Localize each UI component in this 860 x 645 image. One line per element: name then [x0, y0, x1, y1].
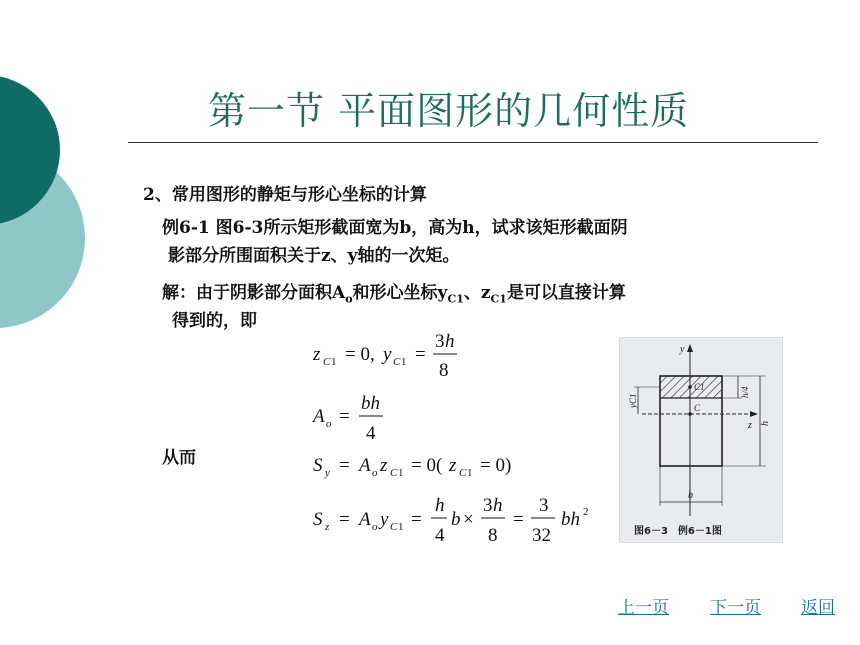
svg-text:y: y: [325, 467, 330, 479]
page-title: 第一节 平面图形的几何性质: [208, 89, 690, 133]
svg-text:z: z: [313, 344, 321, 365]
solution-text-a: 解：由于阴影部分面积A: [162, 283, 346, 303]
example-line-2: 影部分所围面积关于z、y轴的一次矩。: [168, 246, 460, 266]
example-line-1: 例6-1 图6-3所示矩形截面宽为b，高为h，试求该矩形截面阴: [162, 218, 628, 238]
svg-text:y: y: [380, 509, 389, 530]
label-y: y: [680, 344, 685, 355]
svg-text:o: o: [372, 467, 378, 479]
solution-sub-o: o: [345, 292, 353, 306]
svg-text:C: C: [393, 356, 401, 368]
label-h: h: [760, 421, 771, 426]
svg-text:h: h: [493, 495, 503, 516]
svg-text:C: C: [390, 467, 398, 479]
next-page-link[interactable]: 下一页: [710, 598, 761, 618]
solution-line-1: [162, 278, 626, 305]
svg-text:o: o: [372, 521, 378, 533]
solution-text-d: 是可以直接计算: [506, 283, 626, 303]
back-link[interactable]: 返回: [801, 598, 835, 618]
prev-page-link[interactable]: 上一页: [618, 598, 669, 618]
svg-text:h: h: [435, 495, 445, 516]
formula-sy: [313, 455, 511, 479]
svg-text:A: A: [313, 406, 325, 427]
svg-text:8: 8: [488, 525, 498, 546]
svg-text:bh: bh: [561, 509, 580, 530]
section-heading: 2、常用图形的静矩与形心坐标的计算: [143, 185, 427, 205]
svg-text:32: 32: [532, 525, 551, 546]
centroid-c: [688, 412, 692, 416]
label-yc1: yC1: [628, 393, 638, 408]
svg-text:= 0,: = 0,: [345, 344, 375, 365]
svg-text:1: 1: [467, 467, 473, 479]
svg-text:1: 1: [401, 356, 407, 368]
decorative-circles: [0, 0, 140, 360]
svg-text:8: 8: [439, 360, 449, 381]
svg-text:z: z: [325, 521, 330, 533]
solution-text-b: 和形心坐标y: [352, 283, 448, 303]
figure-caption: 图6－3 例6－1图: [634, 526, 722, 537]
formula-sz: [313, 495, 589, 546]
formula-zc1-yc1: [312, 331, 457, 381]
label-h4: h/4: [740, 386, 750, 398]
conclusion-label: 从而: [162, 448, 196, 468]
figure-6-3: [619, 337, 783, 543]
title-divider: [128, 142, 818, 143]
svg-text:1: 1: [398, 467, 404, 479]
svg-text:A: A: [359, 509, 371, 530]
label-c1: C1: [694, 382, 705, 392]
svg-text:b: b: [451, 509, 461, 530]
svg-text:C: C: [459, 467, 467, 479]
svg-text:×: ×: [463, 509, 474, 530]
svg-text:1: 1: [398, 521, 404, 533]
svg-text:C: C: [390, 521, 398, 533]
svg-text:y: y: [383, 344, 392, 365]
solution-sub-c1a: C1: [447, 292, 464, 306]
label-c: C: [694, 403, 701, 413]
svg-text:=: =: [411, 509, 422, 530]
svg-text:= 0): = 0): [480, 455, 512, 476]
solution-line-2: 得到的，即: [172, 311, 257, 331]
svg-text:=: =: [339, 455, 350, 476]
figure-diagram: [620, 338, 782, 542]
svg-text:A: A: [359, 455, 371, 476]
label-z: z: [748, 420, 752, 431]
svg-text:4: 4: [366, 423, 376, 444]
svg-text:h: h: [445, 331, 455, 352]
svg-text:C: C: [323, 356, 331, 368]
solution-sub-c1b: C1: [490, 292, 507, 306]
svg-text:3: 3: [539, 495, 549, 516]
svg-text:S: S: [313, 455, 323, 476]
z-axis-arrow: [750, 411, 758, 417]
svg-text:1: 1: [331, 356, 337, 368]
formula-block: [305, 325, 605, 555]
svg-text:3: 3: [483, 495, 493, 516]
svg-text:3: 3: [435, 331, 445, 352]
formula-area: [311, 393, 383, 444]
y-axis-arrow: [687, 344, 693, 352]
svg-text:= 0(: = 0(: [411, 455, 443, 476]
centroid-c1: [688, 385, 692, 389]
label-b: b: [688, 490, 693, 501]
svg-text:=: =: [339, 406, 350, 427]
solution-text-c: 、z: [463, 283, 491, 303]
svg-text:4: 4: [435, 525, 445, 546]
svg-text:2: 2: [583, 506, 589, 518]
svg-text:z: z: [380, 455, 388, 476]
svg-text:=: =: [339, 509, 350, 530]
svg-text:S: S: [313, 509, 323, 530]
svg-text:bh: bh: [361, 393, 380, 414]
svg-text:o: o: [326, 418, 332, 430]
svg-text:z: z: [449, 455, 457, 476]
svg-text:=: =: [415, 344, 426, 365]
svg-text:=: =: [513, 509, 524, 530]
